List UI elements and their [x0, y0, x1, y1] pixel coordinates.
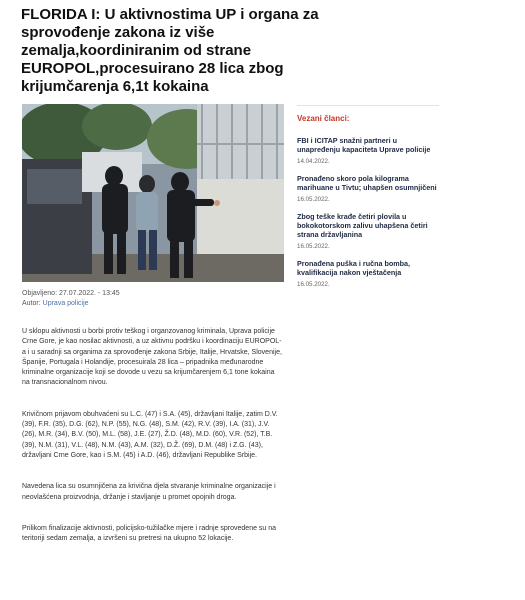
related-item-date: 16.05.2022.: [297, 243, 330, 250]
author-line: [22, 299, 284, 309]
related-item[interactable]: [297, 212, 439, 251]
article-title: FLORIDA I: U aktivnostima UP i organa za sprovođenje zakona iz više zemalja,koordiniranim od strane EUROPOL,procesuirano 28 lica zbog krijumčarenja 6,1t kokaina: [21, 6, 319, 95]
related-item-title[interactable]: Zbog teške krađe četiri plovila u bokokotorskom zalivu uhapšena četiri strana državljanina: [297, 212, 428, 239]
related-item-title[interactable]: Pronađena puška i ručna bomba, kvalifikacija nakon vještačenja: [297, 259, 411, 277]
related-item[interactable]: [297, 174, 439, 204]
sidebar-divider: [297, 105, 439, 106]
article-paragraph: Krivičnom prijavom obuhvaćeni su L.C. (47) i S.A. (45), državljani Italije, zatim D.V. (39), F.R. (35), D.G. (62), N.P. (55), N.G. (48), S.M. (42), R.V. (39), I.A. (31), J.V. (26), M.R. (34), B.V. (50), M.L. (58), J.E. (27), Ž.D. (48), M.D. (60), V.R. (52), T.B. (39), N.M. (31), V.L. (48), N.M. (43), A.M. (32), D.Ž. (69), D.M. (48) i Z.G. (43), državljani Crne Gore, kao i S.M. (45) i A.D. (46), državljani Republike Srbije.: [22, 410, 278, 459]
author-link[interactable]: Uprava policije: [42, 300, 89, 307]
article-body: [22, 327, 284, 557]
published-value: 27.07.2022. - 13:45: [58, 290, 120, 297]
published-label: Objavljeno:: [22, 290, 58, 297]
article-meta: [22, 289, 284, 309]
article-hero-photo: [22, 104, 284, 282]
related-item-date: 16.05.2022.: [297, 281, 330, 288]
related-item-date: 14.04.2022.: [297, 158, 330, 165]
related-heading: Vezani članci:: [297, 114, 350, 123]
related-item-title[interactable]: FBI i ICITAP snažni partneri u unapređenju kapaciteta Uprave policije: [297, 136, 431, 154]
related-item[interactable]: [297, 259, 439, 289]
article-paragraph: U sklopu aktivnosti u borbi protiv teškog i organzovanog kriminala, Uprava policije Crne Gore, je kao nosilac aktivnosti, a uz aktivnu podršku i koordinaciju EUROPOL-a i u saradnji sa organima za sprovođenje zakona Srbije, Italije, Hrvatske, Slovenije, Španije, Portugala i Holandije, procesuirala 28 lica – pripadnika međunarodne kriminalne organizacije koji se dovode u vezu sa krijumčarenjem 6,1 tone kokaina na transnacionalnom nivou.: [22, 328, 282, 387]
related-item[interactable]: [297, 136, 439, 166]
related-articles: [297, 105, 439, 297]
published-line: [22, 289, 284, 299]
related-item-title[interactable]: Pronađeno skoro pola kilograma marihuane u Tivtu; uhapšen osumnjičeni: [297, 174, 437, 192]
author-label: Autor:: [22, 300, 41, 307]
article-paragraph: Navedena lica su osumnjičena za krivična djela stvaranje kriminalne organizacije i neovlašćena proizvodnja, držanje i stavljanje u promet opojnih droga.: [22, 483, 276, 501]
related-item-date: 16.05.2022.: [297, 196, 330, 203]
article-paragraph: Prilikom finalizacije aktivnosti, policijsko-tužilačke mjere i radnje sprovedene su na teritoriji sedam zemalja, a izvršeni su pretresi na ukupno 52 lokacije.: [22, 524, 277, 543]
